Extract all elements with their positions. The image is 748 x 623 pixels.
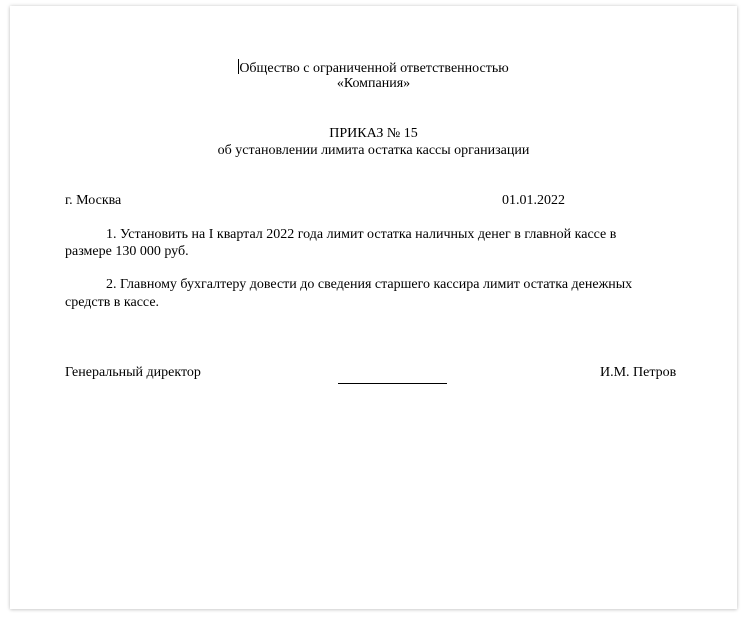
item1-line1: 1. Установить на I квартал 2022 года лимит остатка наличных денег в главной кассе в xyxy=(106,227,617,242)
company-name-text: Общество с ограниченной ответственностью xyxy=(239,61,509,76)
order-title: ПРИКАЗ № 15 xyxy=(329,126,418,141)
company-name-line1 xyxy=(10,59,737,77)
document-page xyxy=(10,6,737,609)
item2-line2: средств в кассе. xyxy=(65,295,160,310)
signature-line xyxy=(338,383,447,384)
signatory-position: Генеральный директор xyxy=(65,365,201,380)
company-name-line2: «Компания» xyxy=(336,76,411,91)
order-date: 01.01.2022 xyxy=(502,193,565,208)
city: г. Москва xyxy=(65,193,122,208)
item2-line1: 2. Главному бухгалтеру довести до сведения старшего кассира лимит остатка денежных xyxy=(106,277,633,292)
order-subtitle: об установлении лимита остатка кассы организации xyxy=(217,143,530,158)
item1-line2: размере 130 000 руб. xyxy=(65,244,189,259)
signatory-name: И.М. Петров xyxy=(600,365,677,380)
